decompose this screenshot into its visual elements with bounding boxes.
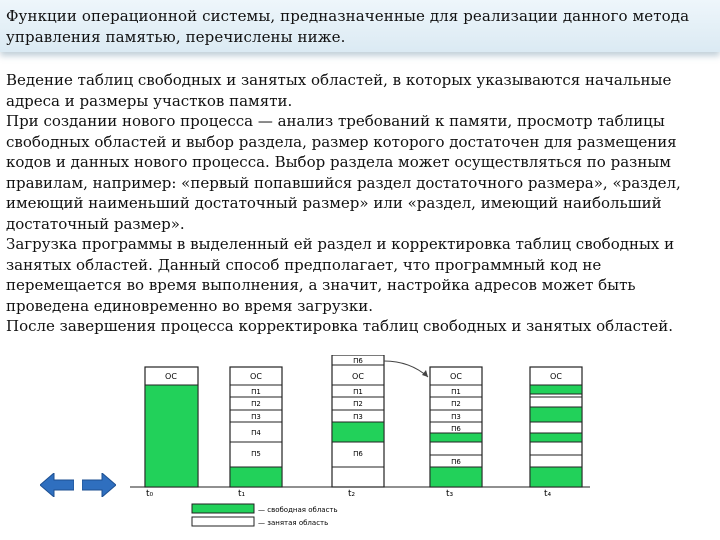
cell-label: ОС xyxy=(250,372,262,381)
cell-label: П3 xyxy=(353,413,363,421)
cell-label: П1 xyxy=(251,388,261,396)
cell-label: П1 xyxy=(451,388,461,396)
cell-label: ОС xyxy=(550,372,562,381)
cell-label: ОС xyxy=(165,372,177,381)
cell-label: П6 xyxy=(353,357,363,365)
cell-label: П3 xyxy=(251,413,261,421)
cell-label: П4 xyxy=(251,429,261,437)
paragraph-completion: После завершения процесса корректировка таблиц свободных и занятых областей. xyxy=(6,317,674,335)
move-arrow-icon xyxy=(384,361,428,377)
time-label-t1: t₁ xyxy=(238,489,246,499)
legend-free-label: — свободная область xyxy=(258,506,338,514)
time-label-t3: t₃ xyxy=(446,489,454,499)
cell-label: П2 xyxy=(353,400,363,408)
cell-label: П2 xyxy=(251,400,261,408)
slide-body xyxy=(6,70,714,337)
memory-column-t2 xyxy=(332,355,384,487)
cell-label: П2 xyxy=(451,400,461,408)
paragraph-new-process: При создании нового процесса — анализ требований к памяти, просмотр таблицы свободных областей и выбор раздела, размер которого достаточен для размещения кодов и данных нового процесса. Выбор раздела может осуществляться по разным правилам, например: «первый попавшийся раздел достаточного размера», «раздел, имеющий наименьший достаточный размер» или «раздел, имеющий наибольший достаточный размер». xyxy=(6,112,681,233)
cell-label: ОС xyxy=(352,372,364,381)
cell-label: П1 xyxy=(353,388,363,396)
legend-used-swatch xyxy=(192,517,254,526)
cell-label: П6 xyxy=(451,458,461,466)
previous-arrow-icon[interactable] xyxy=(40,473,74,497)
time-label-t0: t₀ xyxy=(146,489,154,499)
paragraph-tables: Ведение таблиц свободных и занятых областей, в которых указываются начальные адреса и размеры участков памяти. xyxy=(6,71,672,110)
time-label-t4: t₄ xyxy=(544,489,552,499)
memory-column-t4 xyxy=(530,367,582,487)
next-arrow-icon[interactable] xyxy=(82,473,116,497)
slide-title: Функции операционной системы, предназначенные для реализации данного метода управления памятью, перечислены ниже. xyxy=(6,7,690,46)
memory-partition-diagram xyxy=(130,355,720,540)
paragraph-loading: Загрузка программы в выделенный ей раздел и корректировка таблиц свободных и занятых областей. Данный способ предполагает, что программный код не перемещается во время выполнения, а значит, настройка адресов может быть проведена единовременно во время загрузки. xyxy=(6,235,675,315)
legend-free-swatch xyxy=(192,504,254,513)
cell-label: П3 xyxy=(451,413,461,421)
cell-label: П6 xyxy=(451,425,461,433)
memory-column-t3 xyxy=(430,367,482,487)
cell-label: П6 xyxy=(353,450,363,458)
memory-column-t0 xyxy=(145,367,198,487)
cell-label: П5 xyxy=(251,450,261,458)
time-label-t2: t₂ xyxy=(348,489,356,499)
legend-used-label: — занятая область xyxy=(258,519,329,527)
cell-label: ОС xyxy=(450,372,462,381)
memory-column-t1 xyxy=(230,367,282,487)
